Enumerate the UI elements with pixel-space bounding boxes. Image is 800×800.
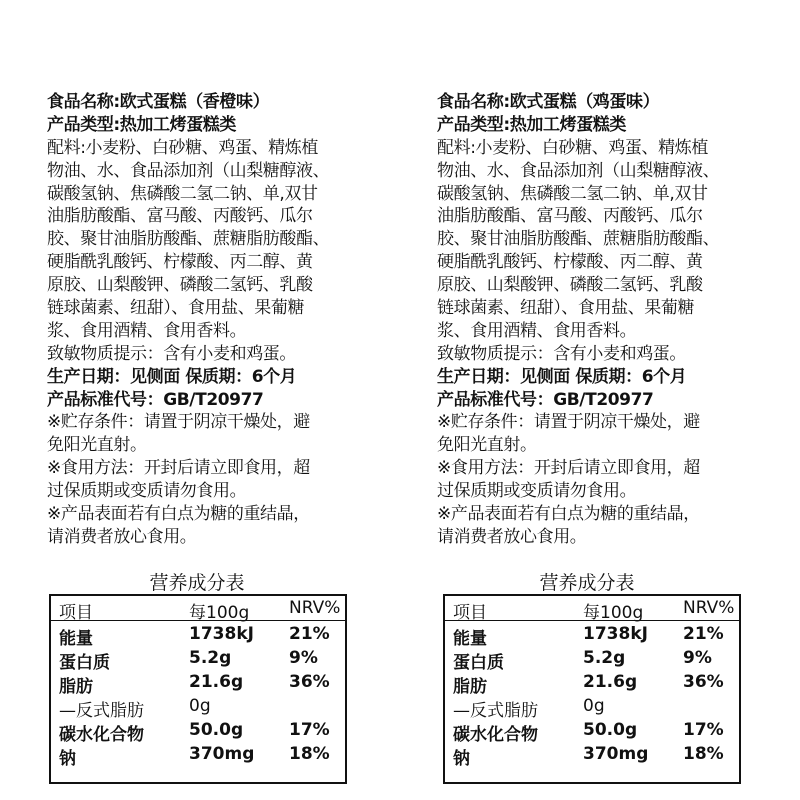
nutrition-row — [445, 694, 739, 721]
ingredients-line: 原胶、山梨酸钾、磷酸二氢钙、乳酸 — [47, 275, 313, 296]
surface-note: 请消费者放心食用。 — [47, 526, 197, 547]
surface-note: 请消费者放心食用。 — [437, 526, 587, 547]
nutrition-row — [51, 694, 345, 721]
product-name: 食品名称:欧式蛋糕（香橙味） — [47, 92, 270, 112]
ingredients-line: 胶、聚甘油脂肪酸酯、蔗糖脂肪酸酯、 — [437, 229, 720, 250]
nutrient-amount: 1738kJ — [189, 624, 254, 644]
nutrient-nrv: 21% — [289, 624, 330, 644]
product-type: 产品类型:热加工烤蛋糕类 — [47, 114, 236, 135]
nutrient-name: 蛋白质 — [59, 653, 110, 673]
nutrient-name: 能量 — [453, 629, 487, 649]
nutrient-amount: 21.6g — [189, 672, 244, 692]
production-date-shelf-life: 生产日期：见侧面 保质期：6个月 — [47, 366, 297, 387]
ingredients-line: 浆、食用酒精、食用香料。 — [437, 320, 637, 341]
ingredients-line: 油脂肪酸酯、富马酸、丙酸钙、瓜尔 — [437, 206, 703, 227]
nutrition-row — [51, 622, 345, 649]
nutrient-amount: 1738kJ — [583, 624, 648, 644]
nutrient-name: —反式脂肪 — [59, 701, 144, 721]
surface-note: ※产品表面若有白点为糖的重结晶， — [47, 504, 310, 525]
nutrient-name: 蛋白质 — [453, 653, 504, 673]
nutrient-nrv: 21% — [683, 624, 724, 644]
nutrient-nrv: 18% — [683, 744, 724, 764]
ingredients-line: 链球菌素、纽甜）、食用盐、果葡糖 — [437, 298, 695, 319]
product-type: 产品类型:热加工烤蛋糕类 — [437, 114, 626, 135]
nutrition-row — [445, 646, 739, 673]
header-per-100g: 每100g — [583, 603, 644, 623]
ingredients-line: 原胶、山梨酸钾、磷酸二氢钙、乳酸 — [437, 275, 703, 296]
label-panel-orange — [47, 0, 407, 800]
nutrient-amount: 21.6g — [583, 672, 638, 692]
header-nrv: NRV% — [289, 598, 341, 618]
nutrition-row — [51, 742, 345, 769]
usage-note: ※食用方法：开封后请立即食用，超 — [437, 458, 700, 479]
nutrient-name: 能量 — [59, 629, 93, 649]
nutrition-row — [445, 718, 739, 745]
nutrient-amount: 5.2g — [583, 648, 626, 668]
storage-note: 免阳光直射。 — [437, 435, 537, 456]
usage-note: ※食用方法：开封后请立即食用，超 — [47, 458, 310, 479]
nutrient-amount: 50.0g — [189, 720, 244, 740]
nutrient-nrv: 17% — [683, 720, 724, 740]
ingredients-line: 硬脂酰乳酸钙、柠檬酸、丙二醇、黄 — [47, 252, 313, 273]
nutrition-table — [49, 594, 347, 784]
ingredients-line: 配料:小麦粉、白砂糖、鸡蛋、精炼植 — [47, 137, 318, 158]
allergen-notice: 致敏物质提示：含有小麦和鸡蛋。 — [437, 343, 686, 364]
label-text-block — [47, 91, 407, 549]
nutrient-amount: 370mg — [583, 744, 649, 764]
nutrient-nrv: 9% — [683, 648, 712, 668]
nutrient-nrv: 17% — [289, 720, 330, 740]
nutrition-row — [445, 670, 739, 697]
header-per-100g: 每100g — [189, 603, 250, 623]
nutrition-header-row — [445, 596, 739, 621]
usage-note: 过保质期或变质请勿食用。 — [437, 481, 637, 502]
nutrient-nrv: 36% — [683, 672, 724, 692]
header-nrv: NRV% — [683, 598, 735, 618]
nutrition-row — [445, 622, 739, 649]
nutrition-title: 营养成分表 — [149, 572, 245, 594]
ingredients-line: 配料:小麦粉、白砂糖、鸡蛋、精炼植 — [437, 137, 708, 158]
nutrient-name: —反式脂肪 — [453, 701, 538, 721]
nutrition-title: 营养成分表 — [539, 572, 635, 594]
storage-note: ※贮存条件：请置于阴凉干燥处，避 — [437, 412, 700, 433]
nutrient-amount: 50.0g — [583, 720, 638, 740]
production-date-shelf-life: 生产日期：见侧面 保质期：6个月 — [437, 366, 687, 387]
ingredients-line: 碳酸氢钠、焦磷酸二氢二钠、单,双甘 — [47, 183, 318, 204]
nutrient-nrv: 36% — [289, 672, 330, 692]
nutrition-row — [51, 670, 345, 697]
nutrition-row — [51, 718, 345, 745]
nutrient-name: 碳水化合物 — [59, 725, 144, 745]
ingredients-line: 浆、食用酒精、食用香料。 — [47, 320, 247, 341]
ingredients-line: 物油、水、食品添加剂（山梨糖醇液、 — [437, 160, 720, 181]
nutrient-name: 脂肪 — [453, 677, 487, 697]
product-name: 食品名称:欧式蛋糕（鸡蛋味） — [437, 92, 660, 112]
ingredients-line: 油脂肪酸酯、富马酸、丙酸钙、瓜尔 — [47, 206, 313, 227]
nutrition-row — [51, 646, 345, 673]
nutrient-name: 钠 — [59, 749, 76, 769]
ingredients-line: 硬脂酰乳酸钙、柠檬酸、丙二醇、黄 — [437, 252, 703, 273]
label-text-block — [437, 91, 797, 549]
nutrient-amount: 5.2g — [189, 648, 232, 668]
ingredients-line: 胶、聚甘油脂肪酸酯、蔗糖脂肪酸酯、 — [47, 229, 330, 250]
nutrient-nrv: 18% — [289, 744, 330, 764]
nutrient-amount: 0g — [583, 696, 605, 716]
ingredients-line: 碳酸氢钠、焦磷酸二氢二钠、单,双甘 — [437, 183, 708, 204]
label-panel-egg — [437, 0, 797, 800]
nutrition-row — [445, 742, 739, 769]
allergen-notice: 致敏物质提示：含有小麦和鸡蛋。 — [47, 343, 296, 364]
storage-note: 免阳光直射。 — [47, 435, 147, 456]
ingredients-line: 链球菌素、纽甜）、食用盐、果葡糖 — [47, 298, 305, 319]
nutrition-header-row — [51, 596, 345, 621]
nutrition-table — [443, 594, 741, 784]
nutrient-name: 碳水化合物 — [453, 725, 538, 745]
nutrient-amount: 0g — [189, 696, 211, 716]
surface-note: ※产品表面若有白点为糖的重结晶， — [437, 504, 700, 525]
nutrient-name: 钠 — [453, 749, 470, 769]
nutrient-nrv: 9% — [289, 648, 318, 668]
header-item: 项目 — [59, 603, 93, 623]
ingredients-line: 物油、水、食品添加剂（山梨糖醇液、 — [47, 160, 330, 181]
usage-note: 过保质期或变质请勿食用。 — [47, 481, 247, 502]
nutrient-name: 脂肪 — [59, 677, 93, 697]
header-item: 项目 — [453, 603, 487, 623]
storage-note: ※贮存条件：请置于阴凉干燥处，避 — [47, 412, 310, 433]
nutrient-amount: 370mg — [189, 744, 255, 764]
standard-code: 产品标准代号：GB/T20977 — [437, 389, 654, 410]
standard-code: 产品标准代号：GB/T20977 — [47, 389, 264, 410]
